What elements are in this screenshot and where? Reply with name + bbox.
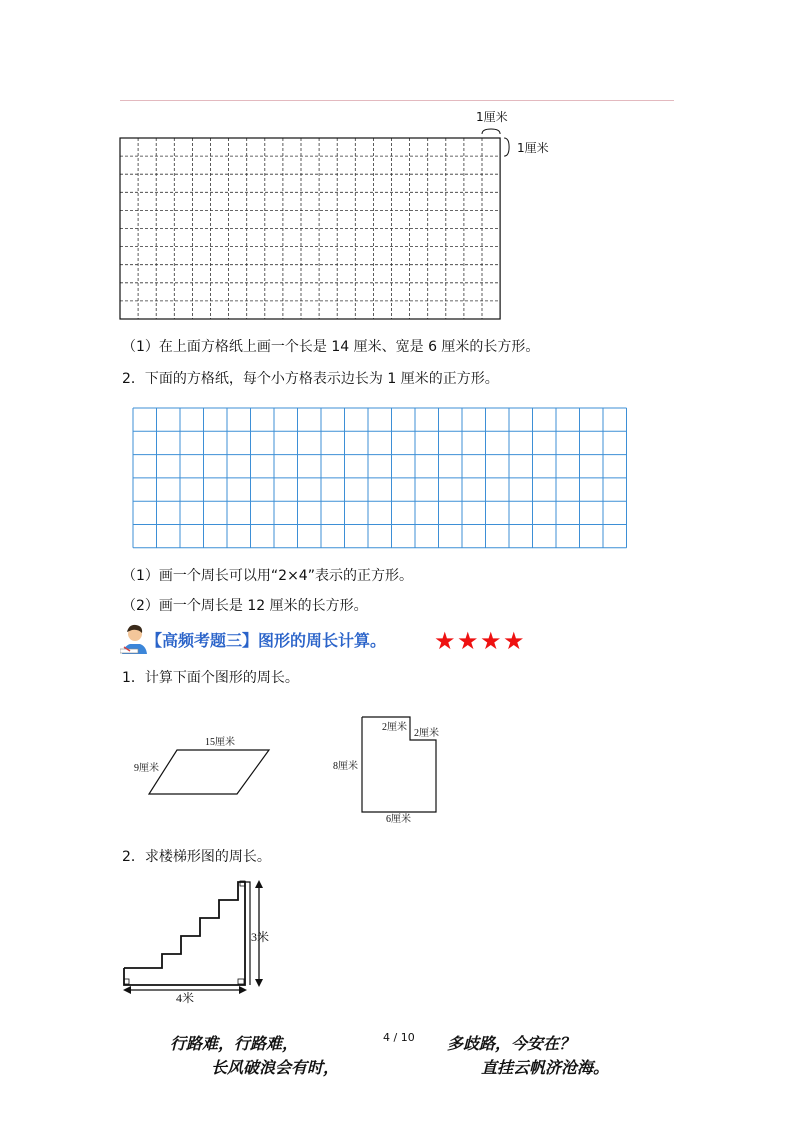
- notch-height-label: 2厘米: [414, 728, 439, 739]
- parallelogram-figure: [145, 745, 275, 800]
- q2-sub2-text: （2）画一个周长是 12 厘米的长方形。: [122, 598, 368, 614]
- footer-poem-line2-left: 长风破浪会有时，: [211, 1058, 340, 1077]
- staircase-height-label: 3米: [251, 930, 270, 944]
- s1-title: 1．计算下面个图形的周长。: [122, 670, 299, 686]
- parallelogram-side-label: 9厘米: [134, 763, 159, 774]
- q1-sub1-text: （1）在上面方格纸上画一个长是 14 厘米、宽是 6 厘米的长方形。: [122, 339, 540, 355]
- blue-grid-2: [130, 405, 630, 550]
- section-heading: 【高频考题三】图形的周长计算。: [146, 631, 387, 650]
- staircase-width-label: 4米: [176, 991, 195, 1005]
- star-icon: ★: [457, 627, 479, 655]
- dashed-grid-1: [110, 105, 580, 330]
- brace-right: [504, 138, 509, 156]
- notch-width-label: 2厘米: [382, 722, 407, 733]
- q2-title: 2．下面的方格纸，每个小方格表示边长为 1 厘米的正方形。: [122, 371, 499, 387]
- star-icon: ★: [480, 627, 502, 655]
- brace-top: [482, 129, 500, 134]
- grid1-unit-right-label: 1厘米: [517, 141, 549, 155]
- footer-poem-line1-left: 行路难，行路难，: [170, 1034, 299, 1053]
- notched-height-label: 8厘米: [333, 761, 358, 772]
- student-writing-icon: [120, 620, 148, 656]
- s2-title: 2．求楼梯形图的周长。: [122, 849, 271, 865]
- star-icon: ★: [503, 627, 525, 655]
- notched-bottom-label: 6厘米: [386, 814, 411, 825]
- q2-sub1-text: （1）画一个周长可以用“2×4”表示的正方形。: [122, 568, 413, 584]
- header-rule: [120, 100, 674, 101]
- star-icon: ★: [434, 627, 456, 655]
- page-number: 4 / 10: [383, 1031, 415, 1044]
- parallelogram-top-label: 15厘米: [205, 737, 235, 748]
- footer-poem-line2-right: 直挂云帆济沧海。: [481, 1058, 610, 1077]
- footer-poem-line1-right: 多歧路，今安在？: [447, 1034, 576, 1053]
- grid1-unit-top-label: 1厘米: [476, 110, 508, 124]
